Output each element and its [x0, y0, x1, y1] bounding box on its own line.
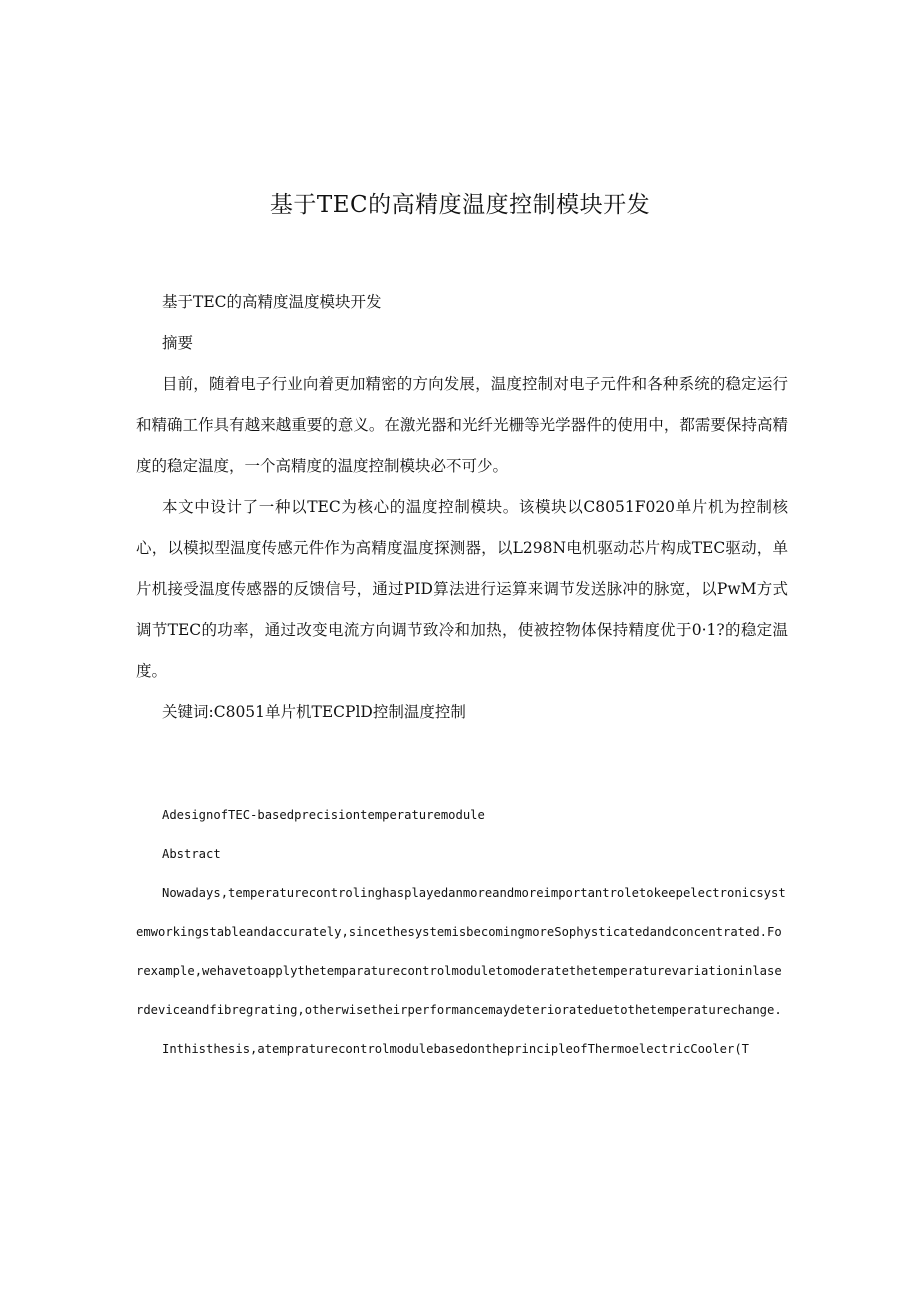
chinese-abstract-heading: 摘要	[162, 334, 194, 352]
english-section	[136, 796, 788, 1069]
chinese-abstract-paragraph-1: 目前，随着电子行业向着更加精密的方向发展，温度控制对电子元件和各种系统的稳定运行和精确工作具有越来越重要的意义。在激光器和光纤光栅等光学器件的使用中，都需要保持高精度的稳定温度，一个高精度的温度控制模块必不可少。	[136, 375, 788, 475]
english-abstract-heading: Abstract	[162, 847, 221, 861]
chinese-subtitle: 基于TEC的高精度温度模块开发	[162, 293, 382, 311]
chinese-abstract-paragraph-2: 本文中设计了一种以TEC为核心的温度控制模块。该模块以C8051F020单片机为控制核心，以模拟型温度传感元件作为高精度温度探测器，以L298N电机驱动芯片构成TEC驱动，单片机接受温度传感器的反馈信号，通过PID算法进行运算来调节发送脉冲的脉宽，以PwM方式调节TEC的功率，通过改变电流方向调节致冷和加热，使被控物体保持精度优于0·1?的稳定温度。	[136, 498, 788, 680]
english-title: AdesignofTEC-basedprecisiontemperaturemodule	[162, 808, 485, 822]
document-title: 基于TEC的高精度温度控制模块开发	[269, 192, 651, 218]
chinese-section	[136, 282, 788, 733]
chinese-keywords: 关键词:C8051单片机TECPlD控制温度控制	[162, 703, 466, 721]
english-abstract-paragraph-2: Inthisthesis,atempraturecontrolmodulebasedontheprincipleofThermoelectricCooler(T	[162, 1042, 749, 1056]
english-abstract-paragraph-1: Nowadays,temperaturecontrolinghasplayedanmoreandmoreimportantroletokeepelectronicsystemworkingstableandaccurately,sincethesystemisbecomingmoreSophysticatedandconcentrated.Forexample,wehavetoapplythetemparaturecontrolmoduletomoderatethetemperaturevariationinlaserdeviceandfibregrating,otherwisetheirperformancemaydeteriorateduetothetemperaturechange.	[136, 886, 786, 1017]
